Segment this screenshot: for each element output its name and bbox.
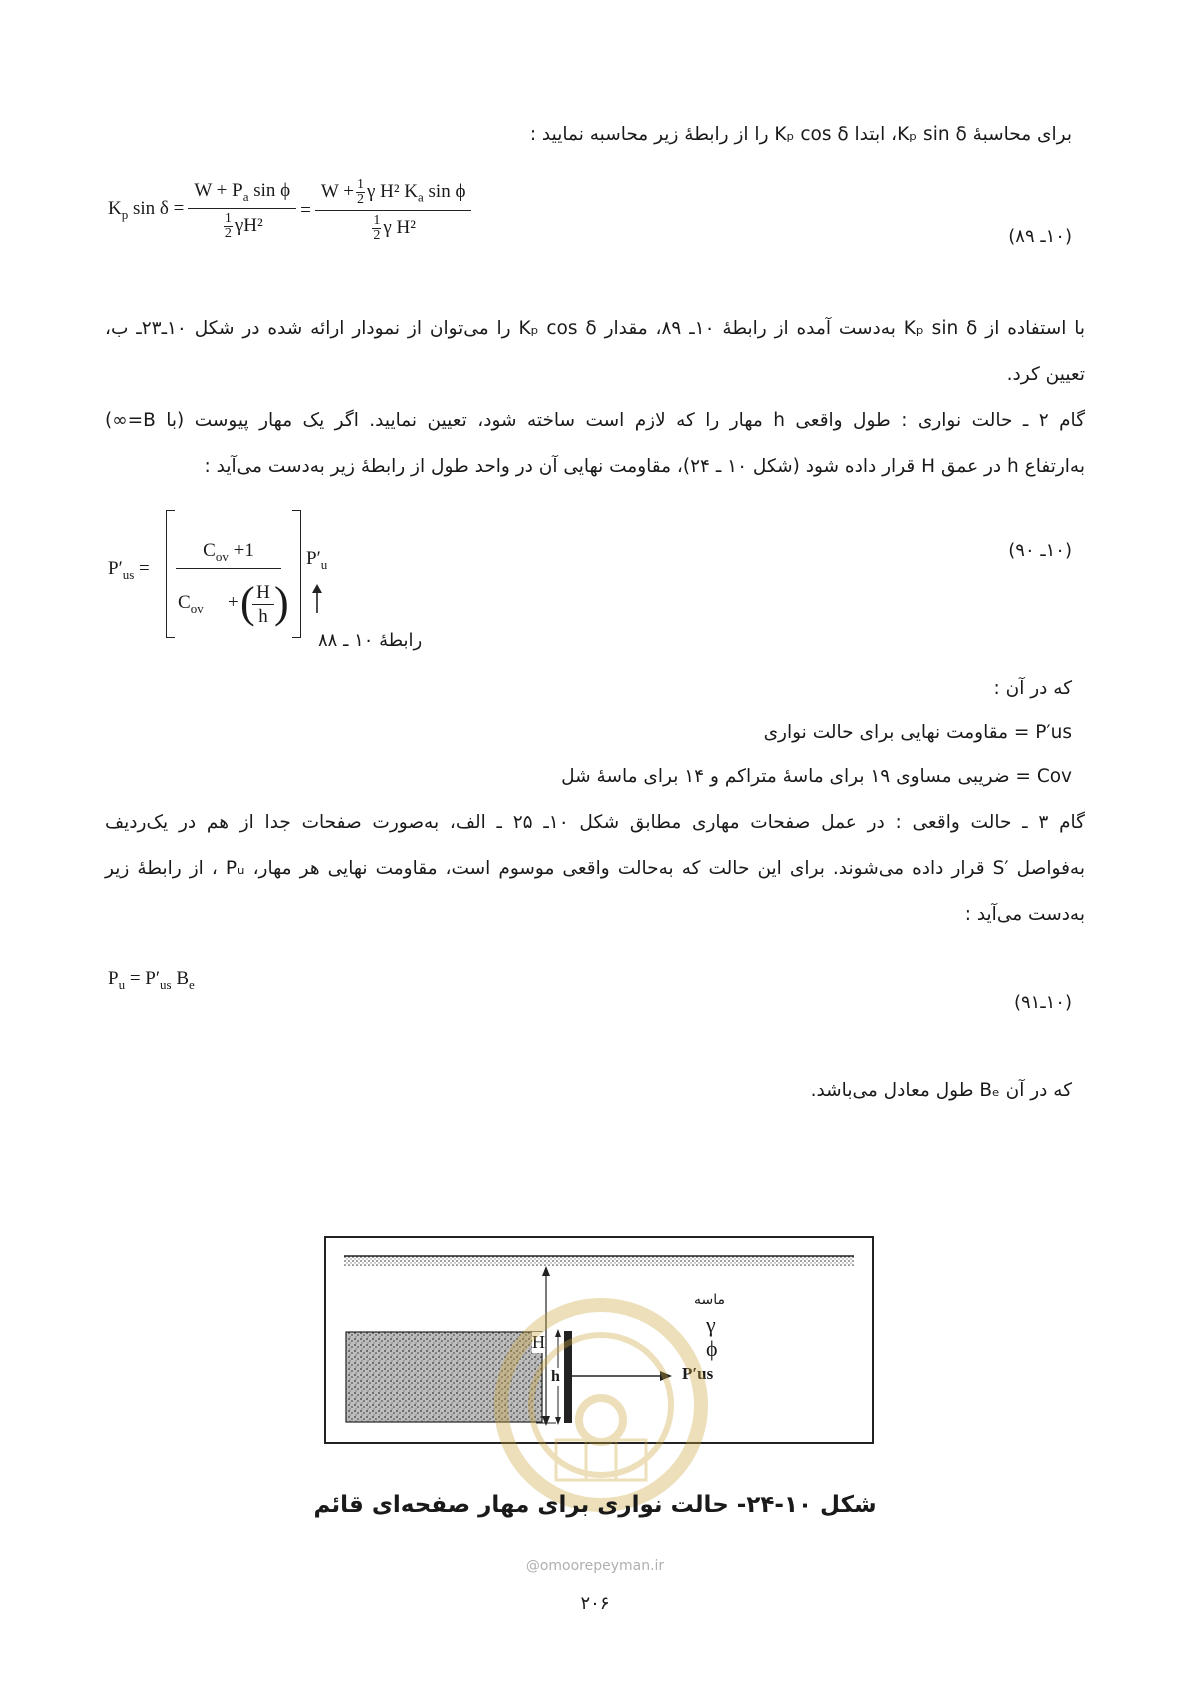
up-arrow-icon: [310, 584, 324, 614]
eq90-H: H: [252, 582, 274, 605]
eq90-lhs-sub: us: [122, 566, 135, 582]
page-number: ۲۰۶: [580, 1593, 610, 1614]
eq89-f1-sub: a: [242, 188, 249, 204]
half-num-3: 1: [373, 213, 381, 228]
half-num-2: 1: [356, 177, 364, 192]
eq90-num-rest: +1: [228, 540, 254, 561]
eq89-lhs-sub: p: [121, 206, 129, 222]
figure-label-sand: ماسه: [694, 1292, 726, 1308]
eq91-c: B: [171, 968, 190, 989]
eq90-den-c: C: [178, 592, 191, 613]
watermark-logo-icon: [486, 1290, 716, 1520]
step2-line1: گام ۲ ـ حالت نواری : طول واقعی h مهار را که لازم است ساخته شود، تعیین نمایید. اگر یک مهار پیوست (با B=∞): [105, 410, 1086, 431]
figure-label-phi: ϕ: [706, 1336, 718, 1361]
eq90-lhs: P′: [108, 558, 123, 579]
figure-label-h: h: [551, 1368, 560, 1385]
equation-89-number: (۱۰ـ ۸۹): [1008, 226, 1072, 247]
eq89-lhs: K: [108, 198, 122, 220]
eq90-rhs: P′: [306, 548, 321, 569]
eq90-h: h: [258, 606, 268, 627]
eq89-frac1: [188, 180, 296, 241]
para-after-89-line2: تعیین کرد.: [1006, 364, 1085, 385]
step2-line2: به‌ارتفاع h در عمق H قرار داده شود (شکل ۱۰ ـ ۲۴)، مقاومت نهایی آن در واحد طول از رابطهٔ زیر به‌دست می‌آید :: [204, 456, 1085, 477]
equation-90: $P'_{us}$ = $C_{ov} +1$ $C_{ov}$ + ( H h ) $P'_u$: [108, 506, 438, 646]
eq91-b: = P′: [125, 968, 161, 989]
eq91-a: P: [108, 968, 119, 989]
equation-90-number: (۱۰ـ ۹۰): [1008, 540, 1072, 561]
figure-label-H: H: [532, 1332, 545, 1352]
eq90-num: C: [203, 540, 216, 561]
left-bracket: [166, 510, 175, 638]
step3-line2: به‌فواصل ′S قرار داده می‌شوند. برای این حالت که به‌حالت واقعی موسوم است، مقاومت نهایی هر مهار، Pᵤ ، از رابطهٔ زیر: [105, 858, 1085, 879]
eq89-f1-rest: sin ϕ: [248, 180, 291, 202]
half-num: 1: [224, 210, 232, 226]
eq89-frac2: [315, 178, 472, 243]
half-den-2: 2: [356, 192, 364, 207]
eq89-f2-c: sin ϕ: [423, 180, 466, 202]
equation-91: [108, 968, 195, 993]
eq89-f1-den: γH²: [234, 214, 263, 236]
eq91-sub-c: e: [189, 976, 195, 992]
equation-88-reference: رابطهٔ ۱۰ ـ ۸۸: [318, 630, 423, 651]
watermark-url: @omoorepeyman.ir: [525, 1558, 665, 1574]
be-definition: که در آن Bₑ طول معادل می‌باشد.: [810, 1080, 1072, 1101]
step3-line3: به‌دست می‌آید :: [964, 904, 1085, 925]
eq89-lhs-rest: sin δ =: [128, 198, 185, 220]
equation-91-number: (۱۰ـ۹۱): [1013, 992, 1072, 1013]
half-den-3: 2: [373, 228, 381, 243]
step3-line1: گام ۳ ـ حالت واقعی : در عمل صفحات مهاری مطابق شکل ۱۰ـ ۲۵ ـ الف، به‌صورت صفحات جدا از هم در یک‌ردیف: [105, 812, 1085, 833]
where-label: که در آن :: [993, 678, 1072, 699]
intro-line: برای محاسبهٔ Kₚ sin δ، ابتدا Kₚ cos δ را از رابطهٔ زیر محاسبه نمایید :: [529, 124, 1072, 145]
eq90-den-sub: ov: [190, 600, 204, 616]
eq89-f2-b: γ H² K: [366, 180, 418, 202]
right-bracket: [292, 510, 301, 638]
definition-pus: P′us = مقاومت نهایی برای حالت نواری: [763, 722, 1072, 743]
para-after-89-line1: با استفاده از Kₚ sin δ به‌دست آمده از رابطهٔ ۱۰ـ ۸۹، مقدار Kₚ cos δ را می‌توان از نمودار ارائه شده در شکل ۱۰ـ۲۳ـ ب،: [105, 318, 1086, 339]
equation-89: $K_p$ sin δ = $W + P_a$ sin ϕ $\frac{1}{2}$ γH² = W + $\frac{1}{2}$ γ H² $K_a$ sin ϕ $\frac{1}{2}$ γ H²: [108, 178, 471, 243]
eq91-sub-b: us: [160, 976, 172, 992]
eq90-numerator: [176, 540, 281, 569]
eq91-sub-a: u: [118, 976, 126, 992]
eq89-f2-a: W +: [320, 180, 354, 202]
eq89-f1-num: W + P: [194, 180, 243, 202]
ground-surface: [344, 1256, 854, 1266]
eq90-rhs-sub: u: [320, 556, 328, 572]
eq89-f2-den: γ H²: [383, 216, 416, 238]
figure-label-gamma: γ: [706, 1312, 716, 1337]
definition-cov: Cov = ضریبی مساوی ۱۹ برای ماسهٔ متراکم و ۱۴ برای ماسهٔ شل: [561, 766, 1072, 787]
eq90-num-sub: ov: [215, 548, 229, 564]
figure-label-force: P′us: [682, 1364, 714, 1383]
half-den: 2: [224, 225, 232, 241]
eq89-f2-sub: a: [418, 189, 424, 205]
eq90-den-plus: +: [228, 592, 239, 613]
figure-caption: شکل ۱۰-۲۴- حالت نواری برای مهار صفحه‌ای قائم: [313, 1492, 877, 1518]
